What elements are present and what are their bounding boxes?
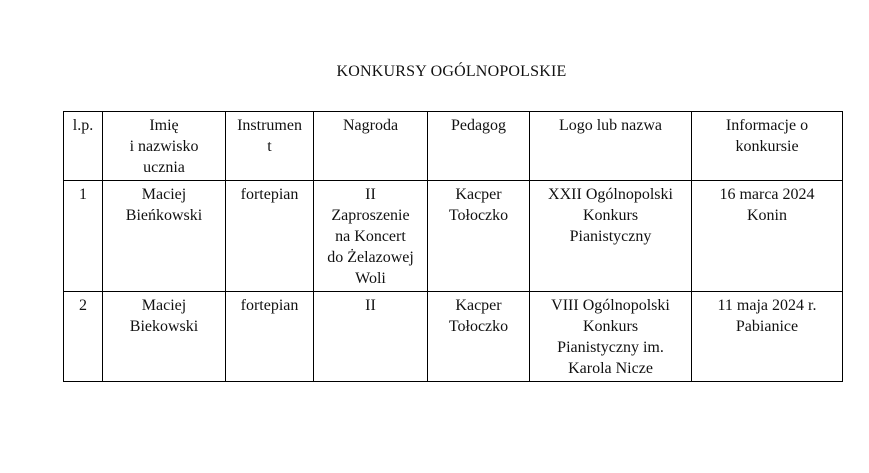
cell-contest-info: 11 maja 2024 r. Pabianice <box>692 292 843 382</box>
header-contest-info: Informacje o konkursie <box>692 112 843 181</box>
header-student-name: Imię i nazwisko ucznia <box>103 112 226 181</box>
header-lp: l.p. <box>64 112 103 181</box>
cell-teacher: Kacper Tołoczko <box>428 292 530 382</box>
document-title: KONKURSY OGÓLNOPOLSKIE <box>336 63 567 80</box>
table-header-row <box>64 112 843 181</box>
cell-teacher: Kacper Tołoczko <box>428 181 530 292</box>
table-row <box>64 292 843 382</box>
cell-award: II <box>314 292 428 382</box>
table-row <box>64 181 843 292</box>
cell-instrument: fortepian <box>226 292 314 382</box>
cell-lp: 2 <box>64 292 103 382</box>
cell-student-name: Maciej Bieńkowski <box>103 181 226 292</box>
header-contest-name: Logo lub nazwa <box>530 112 692 181</box>
cell-contest-name: VIII Ogólnopolski Konkurs Pianistyczny im. Karola Nicze <box>530 292 692 382</box>
cell-instrument: fortepian <box>226 181 314 292</box>
cell-student-name: Maciej Biekowski <box>103 292 226 382</box>
header-teacher: Pedagog <box>428 112 530 181</box>
contests-table <box>63 111 843 382</box>
header-instrument: Instrumen t <box>226 112 314 181</box>
cell-contest-name: XXII Ogólnopolski Konkurs Pianistyczny <box>530 181 692 292</box>
cell-contest-info: 16 marca 2024 Konin <box>692 181 843 292</box>
cell-award: II Zaproszenie na Koncert do Żelazowej Woli <box>314 181 428 292</box>
header-award: Nagroda <box>314 112 428 181</box>
cell-lp: 1 <box>64 181 103 292</box>
